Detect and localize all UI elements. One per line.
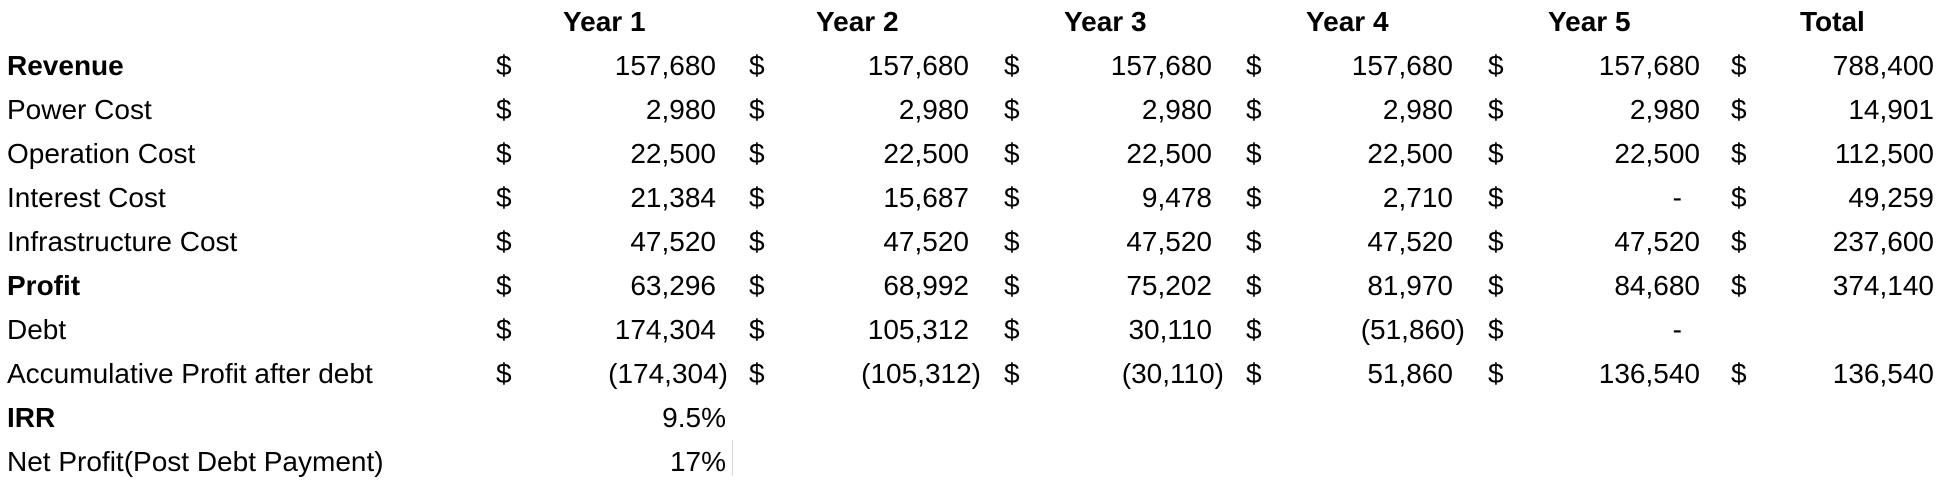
dollar-sign: $ <box>749 94 765 125</box>
dollar-sign: $ <box>496 182 512 213</box>
dollar-sign: $ <box>1488 358 1504 389</box>
row-accumulative-profit <box>0 352 1942 396</box>
dollar-sign: $ <box>1488 226 1504 257</box>
dollar-sign: $ <box>1246 270 1262 301</box>
cell-value[interactable]: 51,860 <box>1367 358 1453 389</box>
dollar-sign: $ <box>496 50 512 81</box>
cell-value-total[interactable]: 237,600 <box>1832 226 1934 257</box>
dollar-sign: $ <box>1731 358 1747 389</box>
cell-value[interactable]: 2,980 <box>898 94 969 125</box>
row-label[interactable]: Debt <box>7 314 67 345</box>
cell-value-total[interactable]: 136,540 <box>1832 358 1934 389</box>
cell-value[interactable]: (105,312) <box>861 358 981 389</box>
cell-value[interactable]: 2,980 <box>1382 94 1453 125</box>
irr-label[interactable]: IRR <box>7 402 56 433</box>
dollar-sign: $ <box>749 182 765 213</box>
dollar-sign: $ <box>1246 138 1262 169</box>
cell-value[interactable]: 22,500 <box>1614 138 1700 169</box>
row-infrastructure-cost <box>0 220 1942 264</box>
header-year-4[interactable]: Year 4 <box>1306 6 1389 37</box>
header-year-1[interactable]: Year 1 <box>563 6 646 37</box>
header-row <box>0 0 1942 44</box>
cell-value-total[interactable]: 788,400 <box>1832 50 1934 81</box>
row-label[interactable]: Profit <box>7 270 81 301</box>
cell-value-total[interactable]: 49,259 <box>1848 182 1934 213</box>
dollar-sign: $ <box>1731 270 1747 301</box>
row-profit <box>0 264 1942 308</box>
irr-value[interactable]: 9.5% <box>662 402 726 433</box>
cell-value[interactable]: 30,110 <box>1128 314 1212 345</box>
dollar-sign: $ <box>1246 50 1262 81</box>
cell-value[interactable]: 68,992 <box>883 270 969 301</box>
cell-value[interactable]: 22,500 <box>1367 138 1453 169</box>
dollar-sign: $ <box>1246 358 1262 389</box>
cell-value[interactable]: 15,687 <box>883 182 969 213</box>
cell-value[interactable]: 81,970 <box>1367 270 1453 301</box>
dollar-sign: $ <box>496 226 512 257</box>
header-year-5[interactable]: Year 5 <box>1548 6 1631 37</box>
cell-value[interactable]: (174,304) <box>608 358 728 389</box>
cell-value[interactable]: 105,312 <box>867 314 969 345</box>
row-net-profit <box>0 440 1942 484</box>
cell-value[interactable]: 22,500 <box>1126 138 1212 169</box>
row-label[interactable]: Interest Cost <box>7 182 166 213</box>
row-label[interactable]: Operation Cost <box>7 138 196 169</box>
row-label[interactable]: Revenue <box>7 50 124 81</box>
dollar-sign: $ <box>749 50 765 81</box>
cell-value[interactable]: 2,980 <box>1141 94 1212 125</box>
cell-value[interactable]: 21,384 <box>630 182 716 213</box>
dollar-sign: $ <box>1246 314 1262 345</box>
dollar-sign: $ <box>1004 270 1020 301</box>
dollar-sign: $ <box>1004 226 1020 257</box>
cell-value-total[interactable]: 14,901 <box>1848 94 1934 125</box>
cell-value[interactable]: 2,710 <box>1382 182 1453 213</box>
cell-value[interactable]: 9,478 <box>1141 182 1212 213</box>
cell-value[interactable]: 63,296 <box>630 270 716 301</box>
cell-value[interactable]: 157,680 <box>867 50 969 81</box>
cell-value[interactable]: 47,520 <box>1614 226 1700 257</box>
dollar-sign: $ <box>1004 94 1020 125</box>
dollar-sign: $ <box>1488 270 1504 301</box>
dollar-sign: $ <box>1004 314 1020 345</box>
dollar-sign: $ <box>1731 226 1747 257</box>
row-label[interactable]: Accumulative Profit after debt <box>7 358 373 389</box>
row-power-cost <box>0 88 1942 132</box>
cell-value[interactable]: 2,980 <box>645 94 716 125</box>
cell-value[interactable]: 157,680 <box>1598 50 1700 81</box>
dollar-sign: $ <box>1488 94 1504 125</box>
dollar-sign: $ <box>1246 94 1262 125</box>
dollar-sign: $ <box>1004 358 1020 389</box>
cell-value[interactable]: 75,202 <box>1126 270 1212 301</box>
dollar-sign: $ <box>749 226 765 257</box>
cell-value[interactable]: 47,520 <box>630 226 716 257</box>
dollar-sign: $ <box>496 138 512 169</box>
cell-value[interactable]: (51,860) <box>1360 314 1465 345</box>
cell-value[interactable]: 174,304 <box>614 314 716 345</box>
dollar-sign: $ <box>1731 138 1747 169</box>
cell-value[interactable]: 47,520 <box>1367 226 1453 257</box>
dollar-sign: $ <box>749 138 765 169</box>
dollar-sign: $ <box>1004 182 1020 213</box>
dollar-sign: $ <box>1731 182 1747 213</box>
net-profit-value[interactable]: 17% <box>669 446 726 477</box>
cell-value-total[interactable]: 112,500 <box>1834 138 1934 169</box>
dollar-sign: $ <box>496 358 512 389</box>
dollar-sign: $ <box>1731 94 1747 125</box>
cell-value[interactable]: 47,520 <box>1126 226 1212 257</box>
cell-value[interactable]: 157,680 <box>1110 50 1212 81</box>
row-label[interactable]: Power Cost <box>7 94 152 125</box>
cell-value[interactable]: - <box>1672 314 1682 345</box>
dollar-sign: $ <box>749 314 765 345</box>
header-year-2[interactable]: Year 2 <box>816 6 899 37</box>
dollar-sign <box>1731 308 1761 352</box>
row-irr <box>0 396 1942 440</box>
cell-value-total[interactable]: 374,140 <box>1832 270 1934 301</box>
row-revenue <box>0 44 1942 88</box>
cell-value[interactable]: 2,980 <box>1629 94 1700 125</box>
cell-value[interactable]: 84,680 <box>1614 270 1700 301</box>
dollar-sign: $ <box>749 358 765 389</box>
header-year-3[interactable]: Year 3 <box>1064 6 1147 37</box>
cell-value[interactable]: 47,520 <box>883 226 969 257</box>
cell-value[interactable]: 157,680 <box>1351 50 1453 81</box>
row-operation-cost <box>0 132 1942 176</box>
dollar-sign: $ <box>1246 226 1262 257</box>
header-total[interactable]: Total <box>1800 6 1865 37</box>
row-interest-cost <box>0 176 1942 220</box>
dollar-sign: $ <box>1488 314 1504 345</box>
row-label[interactable]: Infrastructure Cost <box>7 226 238 257</box>
cell-value[interactable]: (30,110) <box>1121 358 1224 389</box>
cell-border <box>732 440 733 476</box>
cell-value[interactable]: 22,500 <box>883 138 969 169</box>
cell-value[interactable]: 157,680 <box>614 50 716 81</box>
dollar-sign: $ <box>1488 138 1504 169</box>
dollar-sign: $ <box>1488 50 1504 81</box>
dollar-sign: $ <box>1004 138 1020 169</box>
dollar-sign: $ <box>496 314 512 345</box>
dollar-sign: $ <box>1488 182 1504 213</box>
dollar-sign: $ <box>1731 50 1747 81</box>
dollar-sign: $ <box>749 270 765 301</box>
dollar-sign: $ <box>1004 50 1020 81</box>
cell-value[interactable]: - <box>1672 182 1682 213</box>
dollar-sign: $ <box>1246 182 1262 213</box>
dollar-sign: $ <box>496 94 512 125</box>
dollar-sign: $ <box>496 270 512 301</box>
cell-value[interactable]: 136,540 <box>1598 358 1700 389</box>
net-profit-label[interactable]: Net Profit(Post Debt Payment) <box>7 446 384 477</box>
cell-value[interactable]: 22,500 <box>630 138 716 169</box>
row-debt <box>0 308 1942 352</box>
